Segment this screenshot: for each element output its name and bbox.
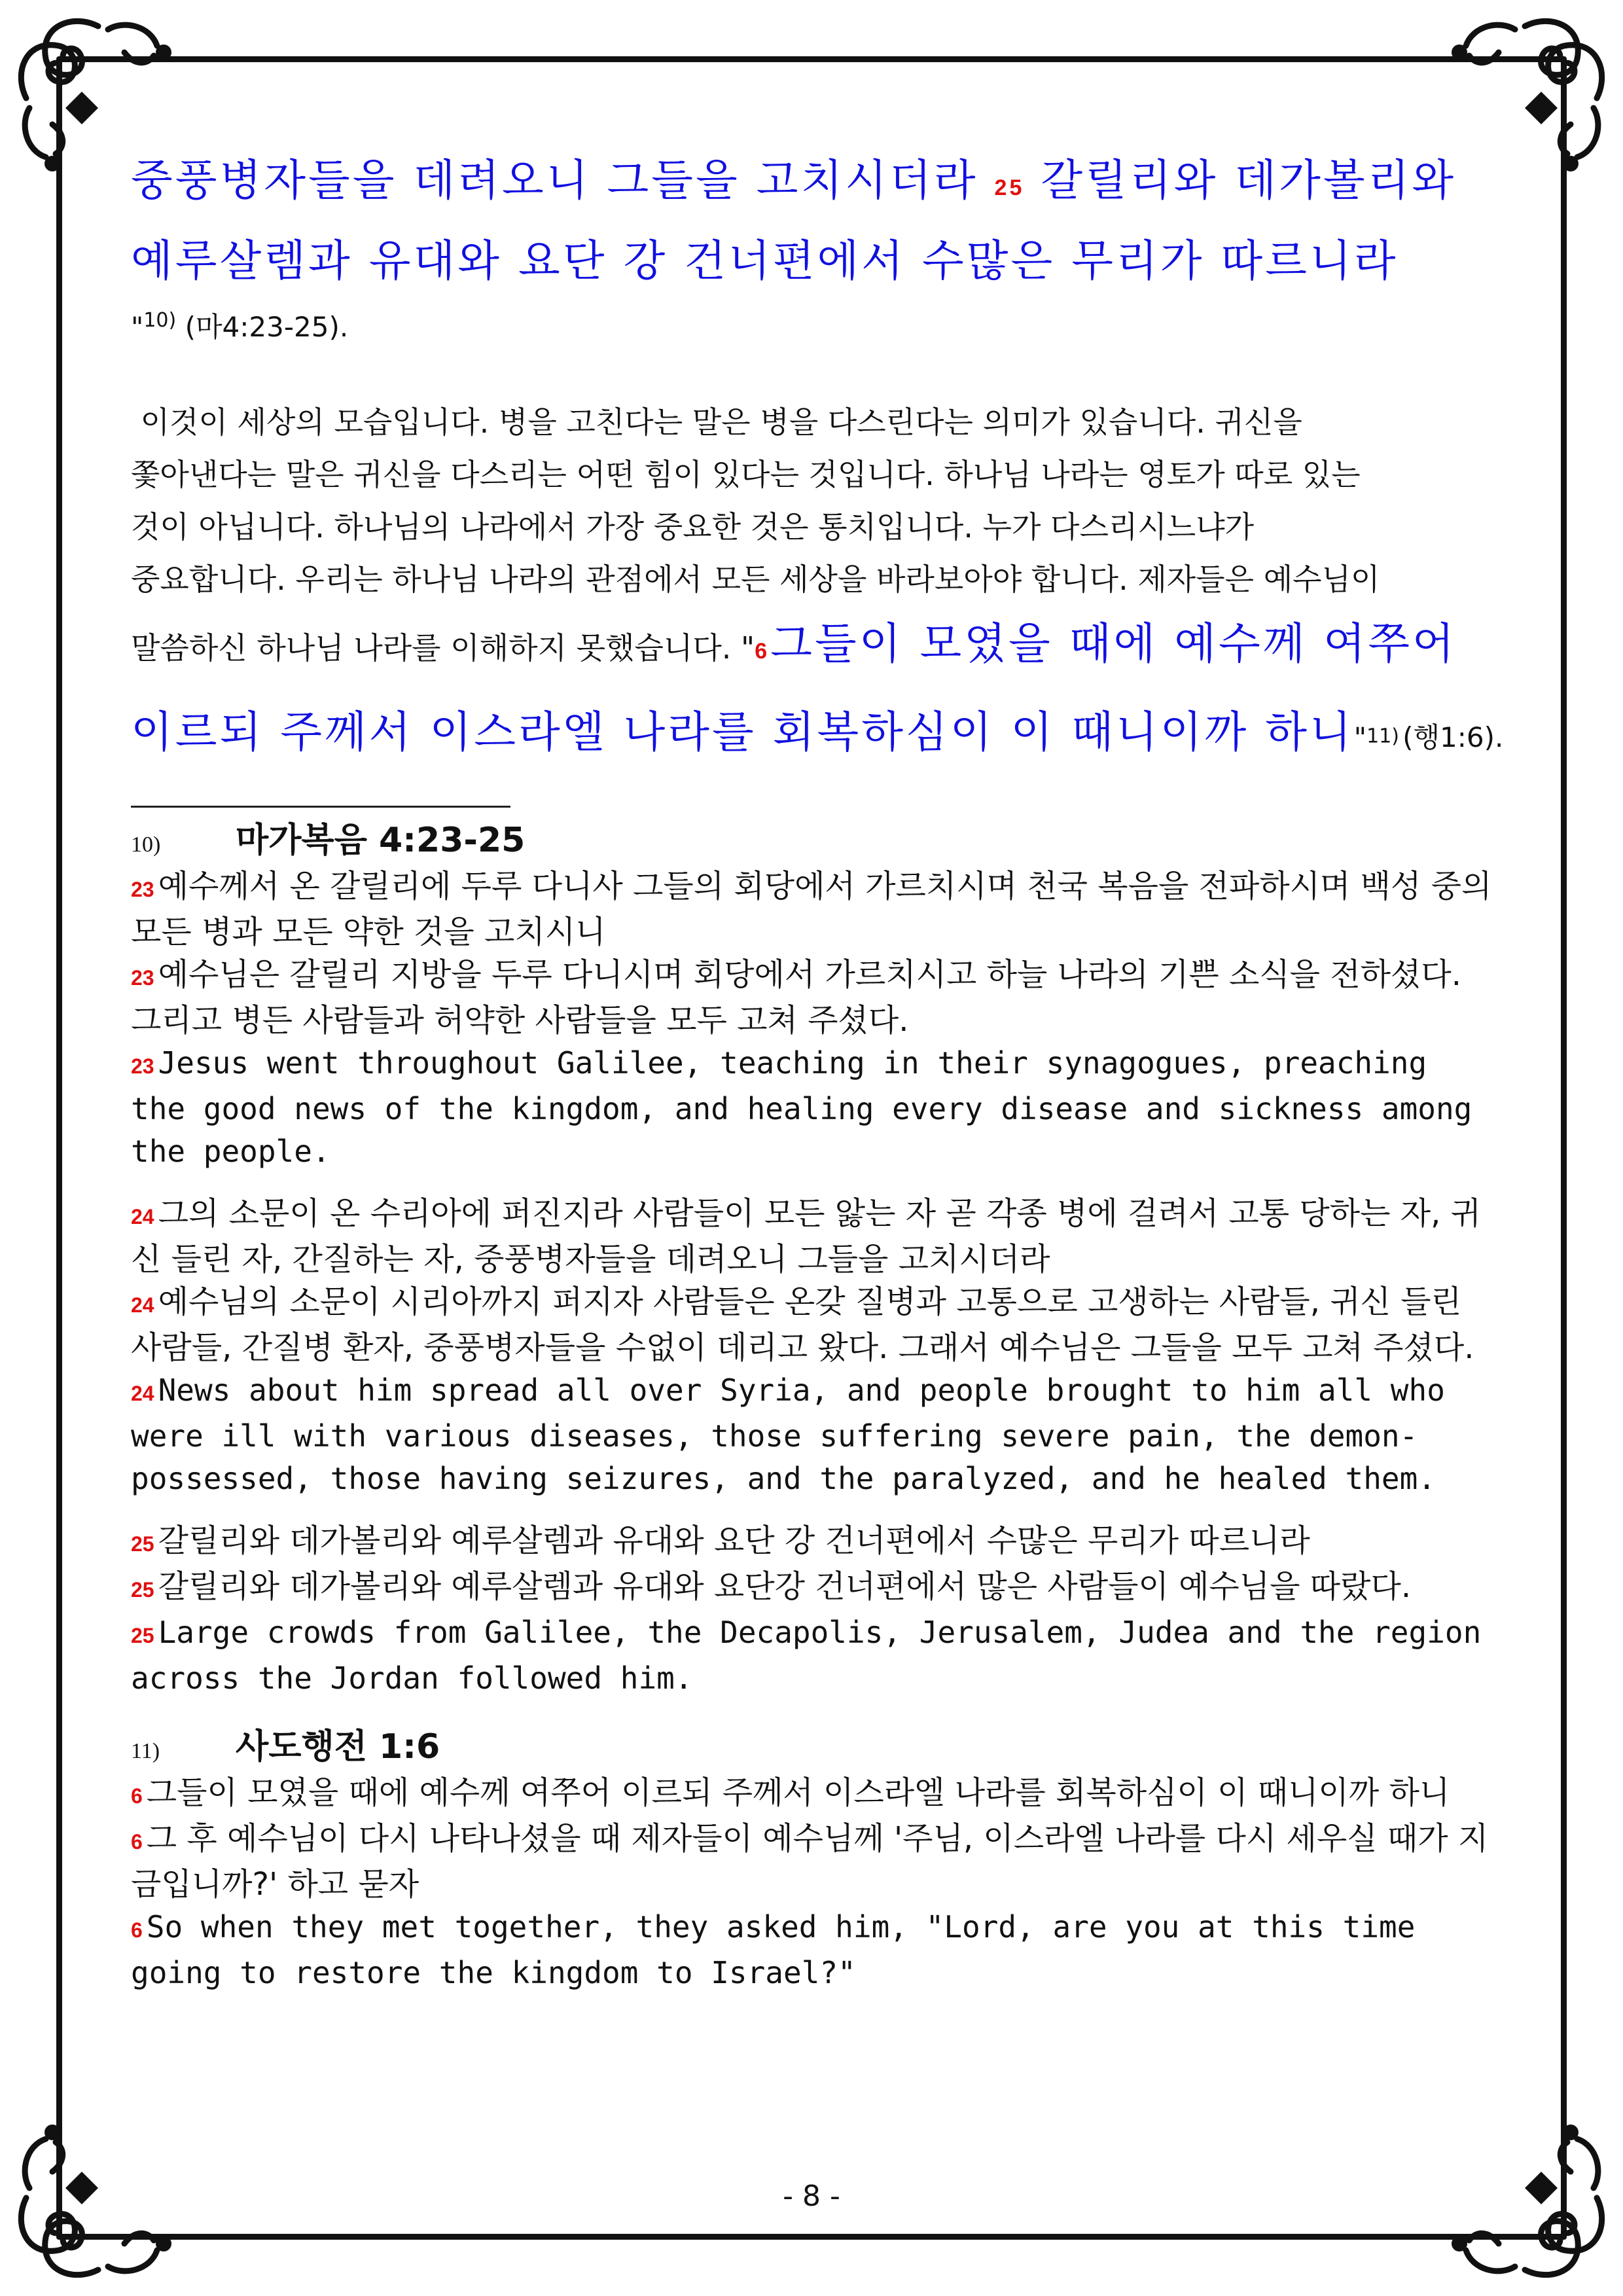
reference-text: (행1:6). [1402, 721, 1504, 753]
verse-number: 6 [131, 1784, 143, 1808]
verse-text: So when they met together, they asked him, "Lord, are you at this time going to restore the kingdom to Israel?" [131, 1909, 1416, 1990]
verse-number: 25 [994, 175, 1025, 200]
verse-number: 24 [131, 1382, 154, 1405]
verse-text: News about him spread all over Syria, and people brought to him all who were ill with various diseases, those suffering severe pain, the demon-possessed, those having seizures, and the paralyzed, and he healed them. [131, 1372, 1445, 1496]
paragraph-line: 말씀하신 하나님 나라를 이해하지 못했습니다. " [131, 630, 755, 666]
verse-number: 25 [131, 1532, 154, 1556]
scripture-reference [131, 298, 1492, 350]
verse-number: 6 [755, 639, 768, 664]
verse-number: 24 [131, 1293, 154, 1317]
top-scripture-block [131, 144, 1492, 350]
verse-english [131, 1611, 1492, 1700]
verse-korean-modern [131, 954, 1492, 1042]
verse-text: 그의 소문이 온 수리아에 퍼진지라 사람들이 모든 앓는 자 곧 각종 병에 걸려서 고통 당하는 자, 귀신 들린 자, 간질하는 자, 중풍병자들을 데려오니 그들을 고치시더라 [131, 1195, 1481, 1278]
handwritten-line-2: 예루살렘과 유대와 요단 강 건너편에서 수많은 무리가 따르니라 [131, 236, 1399, 286]
footnote-title: 사도행전 1:6 [236, 1727, 440, 1767]
verse-text: 그들이 모였을 때에 예수께 여쭈어 이르되 주께서 이스라엘 나라를 회복하심이 이 때니이까 하니 [146, 1774, 1450, 1811]
verse-number: 6 [131, 1830, 143, 1854]
verse-number: 23 [131, 966, 154, 990]
quote-line-1 [131, 605, 1492, 694]
footnote-marker[interactable]: 10) [143, 309, 177, 332]
verse-korean-modern [131, 1818, 1492, 1906]
verse-english [131, 1369, 1492, 1500]
verse-korean-modern [131, 1566, 1492, 1611]
verse-english [131, 1042, 1492, 1173]
footnote-marker[interactable]: 11) [1366, 725, 1399, 748]
verse-korean-modern [131, 1281, 1492, 1369]
verse-text: 예수님은 갈릴리 지방을 두루 다니시며 회당에서 가르치시고 하늘 나라의 기쁜 소식을 전하셨다. 그리고 병든 사람들과 허약한 사람들을 모두 고쳐 주셨다. [131, 956, 1462, 1039]
page-number: - 8 - [783, 2179, 840, 2213]
handwritten-quote: 그들이 모였을 때에 예수께 여쭈어 [770, 619, 1457, 669]
page-content [131, 144, 1504, 1994]
verse-korean [131, 1772, 1492, 1818]
paragraph-line: 쫓아낸다는 말은 귀신을 다스리는 어떤 힘이 있다는 것입니다. 하나님 나라는 영토가 따로 있는 [131, 457, 1361, 492]
scripture-text: 중풍병자들을 데려오니 그들을 고치시더라 [131, 155, 978, 206]
quote-line-2 [131, 694, 1504, 782]
footnote-number: 11) [131, 1739, 160, 1763]
footnote-number: 10) [131, 833, 161, 857]
footnote-title: 마가복음 4:23-25 [236, 821, 526, 860]
footnote-header [131, 1726, 1492, 1772]
quote-mark: " [131, 311, 144, 343]
verse-text: Large crowds from Galilee, the Decapolis, Jerusalem, Judea and the region across the Jordan followed him. [131, 1615, 1482, 1696]
verse-text: Jesus went throughout Galilee, teaching in their synagogues, preaching the good news of the kingdom, and healing every disease and sickness among the people. [131, 1045, 1472, 1169]
scripture-text: 갈릴리와 데가볼리와 [1041, 155, 1457, 206]
verse-text: 예수께서 온 갈릴리에 두루 다니사 그들의 회당에서 가르치시며 천국 복음을 전파하시며 백성 중의 모든 병과 모든 약한 것을 고치시니 [131, 868, 1492, 950]
verse-korean [131, 1193, 1492, 1281]
verse-text: 그 후 예수님이 다시 나타나셨을 때 제자들이 예수님께 '주님, 이스라엘 나라를 다시 세우실 때가 지금입니까?' 하고 묻자 [131, 1820, 1489, 1903]
paragraph-line: 이것이 세상의 모습입니다. 병을 고친다는 말은 병을 다스린다는 의미가 있습니다. 귀신을 [131, 404, 1302, 440]
footnote-10 [131, 819, 1492, 1700]
quote-mark: " [1353, 721, 1367, 753]
verse-number: 23 [131, 1054, 154, 1078]
verse-number: 25 [131, 1624, 154, 1647]
verse-number: 25 [131, 1578, 154, 1602]
verse-number: 6 [131, 1918, 143, 1942]
paragraph-line: 것이 아닙니다. 하나님의 나라에서 가장 중요한 것은 통치입니다. 누가 다스리시느냐가 [131, 509, 1255, 545]
verse-korean [131, 1520, 1492, 1566]
reference-text: (마4:23-25). [185, 311, 349, 343]
verse-english [131, 1906, 1492, 1994]
handwritten-quote: 이르되 주께서 이스라엘 나라를 회복하심이 이 때니이까 하니 [131, 707, 1354, 757]
paragraph-line: 중요합니다. 우리는 하나님 나라의 관점에서 모든 세상을 바라보아야 합니다. 제자들은 예수님이 [131, 562, 1380, 597]
footnote-header [131, 819, 1492, 865]
verse-text: 갈릴리와 데가볼리와 예루살렘과 유대와 요단 강 건너편에서 수많은 무리가 따르니라 [158, 1522, 1310, 1559]
verse-korean [131, 865, 1492, 954]
verse-number: 24 [131, 1205, 154, 1229]
footnote-11 [131, 1726, 1492, 1994]
handwritten-line-1 [131, 144, 1492, 224]
verse-number: 23 [131, 878, 154, 901]
verse-text: 예수님의 소문이 시리아까지 퍼지자 사람들은 온갖 질병과 고통으로 고생하는 사람들, 귀신 들린 사람들, 간질병 환자, 중풍병자들을 수없이 데리고 왔다. 그래서 예수님은 그들을 모두 고쳐 주셨다. [131, 1283, 1474, 1366]
body-paragraph [131, 396, 1492, 605]
verse-text: 갈릴리와 데가볼리와 예루살렘과 유대와 요단강 건너편에서 많은 사람들이 예수님을 따랐다. [158, 1568, 1412, 1605]
